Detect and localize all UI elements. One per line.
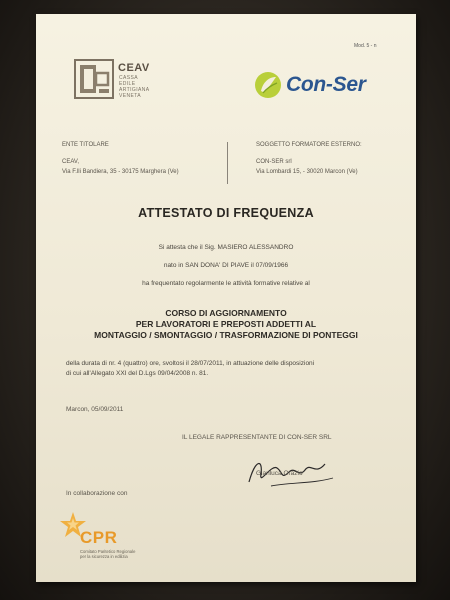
activity-line: ha frequentato regolarmente le attività formative relative al [142, 280, 310, 287]
issuer-label: ENTE TITOLARE [62, 142, 109, 148]
course-line: CORSO DI AGGIORNAMENTO [165, 308, 287, 318]
cpr-name: CPR [80, 528, 118, 547]
certificate-title: ATTESTATO DI FREQUENZA [138, 206, 314, 220]
ceav-logo [74, 59, 168, 103]
certificate-page [36, 14, 416, 582]
ceav-subtitle-line: VENETA [119, 93, 142, 99]
issuer-address: Via F.lli Bandiera, 35 - 30175 Marghera (Ve) [62, 169, 179, 175]
header-divider [227, 142, 228, 184]
duration-line: di cui all'Allegato XXI del D.Lgs 09/04/2008 n. 81. [66, 370, 209, 377]
conser-leaf-icon [254, 71, 282, 99]
place-date: Marcon, 05/09/2011 [66, 406, 124, 413]
ceav-subtitle-line: ARTIGIANA [119, 87, 150, 93]
trainer-name: CON-SER srl [256, 159, 292, 165]
conser-brand: Con-Ser [286, 73, 366, 96]
ceav-subtitle-line: EDILE [119, 81, 136, 87]
trainer-address: Via Lombardi 15, - 30020 Marcon (Ve) [256, 169, 358, 175]
form-code: Mod. 5 - n [354, 43, 377, 49]
signatory-title: IL LEGALE RAPPRESENTANTE DI CON-SER SRL [182, 434, 332, 441]
collaboration-label: In collaborazione con [66, 490, 128, 497]
course-line: MONTAGGIO / SMONTAGGIO / TRASFORMAZIONE DI PONTEGGI [94, 330, 358, 340]
trainer-label: SOGGETTO FORMATORE ESTERNO: [256, 142, 362, 148]
ceav-name: CEAV [118, 62, 150, 74]
conser-logo [254, 70, 384, 100]
course-line: PER LAVORATORI E PREPOSTI ADDETTI AL [135, 319, 317, 329]
issuer-name: CEAV, [62, 159, 80, 165]
ceav-logo-mark [74, 59, 114, 99]
cpr-subtitle-line: per la sicurezza in edilizia [80, 554, 128, 559]
cpr-subtitle-line: Comitato Paritetico Regionale [80, 549, 136, 554]
ceav-subtitle-line: CASSA [119, 75, 138, 81]
birth-line: nato in SAN DONA' DI PIAVE il 07/09/1966 [163, 262, 289, 269]
signatory-name: Gianluca Orazio [256, 470, 303, 477]
attest-line: Si attesta che il Sig. MASIERO ALESSANDRO [158, 244, 294, 251]
duration-line: della durata di nr. 4 (quattro) ore, svoltosi il 28/07/2011, in attuazione delle disposizioni [66, 360, 315, 367]
cpr-logo [56, 508, 196, 564]
